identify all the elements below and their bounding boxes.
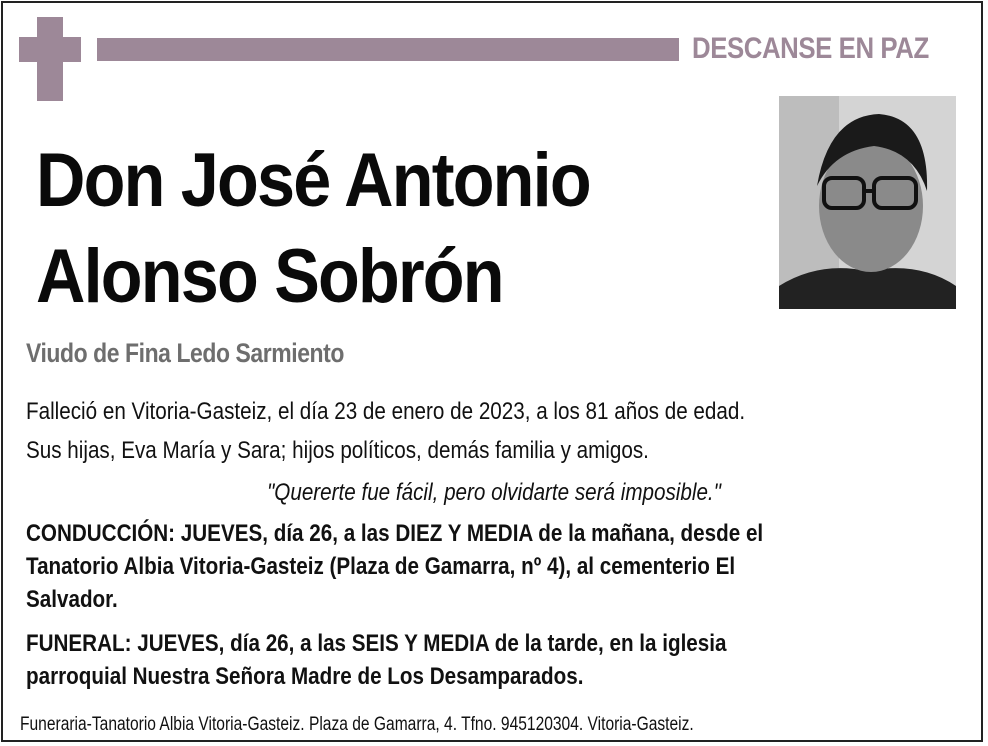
funeral-line: parroquial Nuestra Señora Madre de Los Desamparados. — [26, 663, 584, 690]
death-info: Falleció en Vitoria-Gasteiz, el día 23 de enero de 2023, a los 81 años de edad. — [26, 398, 746, 425]
funeral-home-footer: Funeraria-Tanatorio Albia Vitoria-Gasteiz. Plaza de Gamarra, 4. Tfno. 945120304. Vitoria-Gasteiz. — [20, 714, 694, 735]
deceased-name — [36, 133, 590, 325]
funeral-info — [26, 627, 726, 693]
header-title: DESCANSE EN PAZ — [692, 32, 929, 65]
conduccion-line: Salvador. — [26, 586, 118, 613]
header-bar — [97, 38, 679, 61]
conduccion-info — [26, 517, 763, 616]
name-line-2: Alonso Sobrón — [36, 234, 503, 319]
portrait-photo — [779, 96, 956, 309]
widow-of: Viudo de Fina Ledo Sarmiento — [26, 338, 344, 368]
conduccion-line: CONDUCCIÓN: JUEVES, día 26, a las DIEZ Y MEDIA de la mañana, desde el — [26, 520, 764, 547]
name-line-1: Don José Antonio — [36, 138, 590, 223]
family-info: Sus hijas, Eva María y Sara; hijos políticos, demás familia y amigos. — [26, 437, 649, 464]
cross-icon-arm — [19, 37, 81, 62]
funeral-line: FUNERAL: JUEVES, día 26, a las SEIS Y MEDIA de la tarde, en la iglesia — [26, 630, 727, 657]
conduccion-line: Tanatorio Albia Vitoria-Gasteiz (Plaza de Gamarra, nº 4), al cementerio El — [26, 553, 736, 580]
epitaph-quote — [0, 479, 988, 507]
epitaph-text: "Quererte fue fácil, pero olvidarte será imposible." — [266, 479, 722, 506]
